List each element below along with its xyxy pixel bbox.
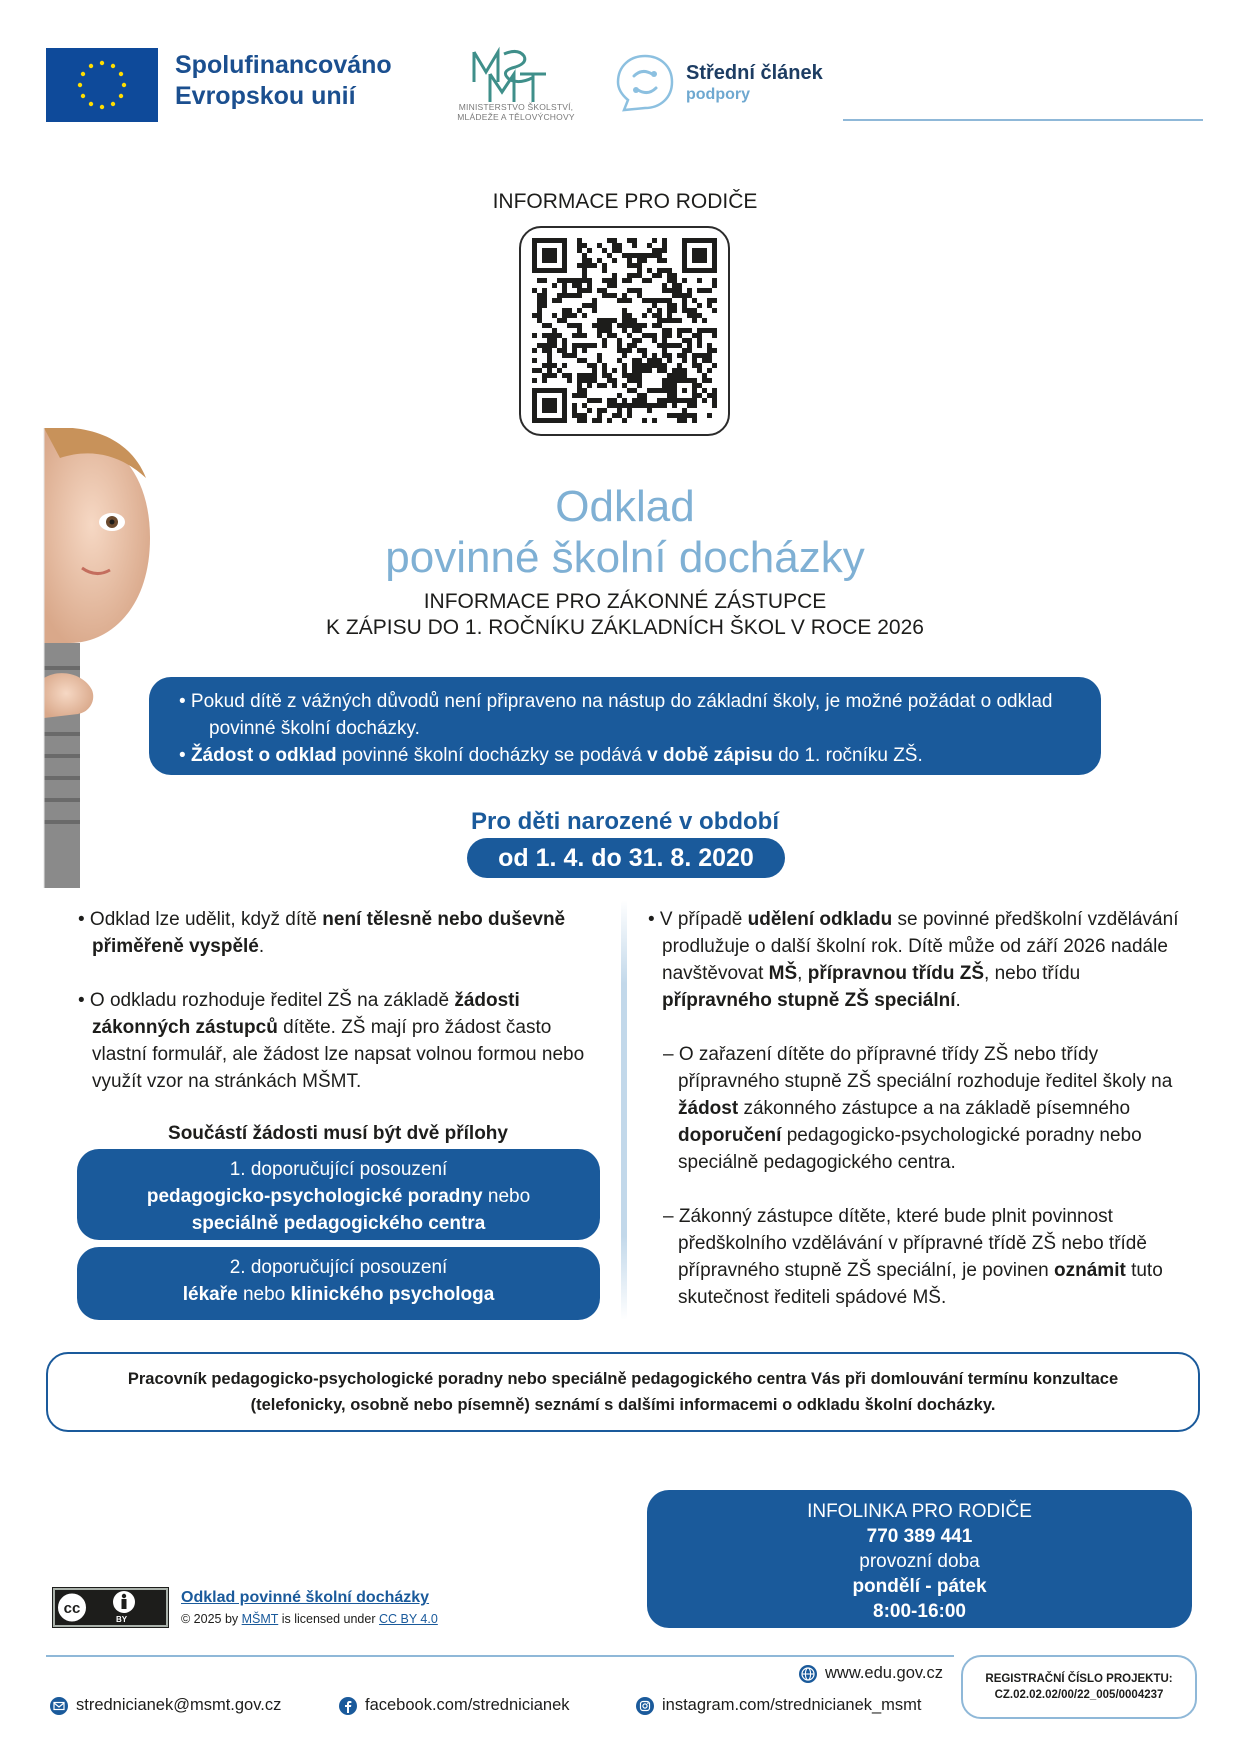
bold-text: udělení odkladu xyxy=(747,909,893,930)
attachment-2-line-1: 2. doporučující posouzení xyxy=(229,1257,448,1278)
text: dítěte. ZŠ mají pro žádost často vlastní formulář, ale žádost lze napsat volnou formou nebo využít vzor na stránkách MŠMT. xyxy=(92,1017,585,1092)
banner-line-3 xyxy=(179,742,1101,769)
bold-text: přípravnou třídu ZŠ xyxy=(807,963,985,984)
registration-label: REGISTRAČNÍ ČÍSLO PROJEKTU: xyxy=(985,1673,1173,1685)
consultation-note xyxy=(46,1352,1200,1432)
eu-cofunding-text xyxy=(175,50,392,112)
attachment-1-line-1: 1. doporučující posouzení xyxy=(229,1159,448,1180)
text: zákonného zástupce a na základě písemného xyxy=(738,1098,1131,1119)
footer-email-text[interactable]: strednicianek@msmt.gov.cz xyxy=(76,1696,282,1714)
text: povinné školní docházky se podává xyxy=(336,745,648,766)
infolinka-phone[interactable]: 770 389 441 xyxy=(866,1526,973,1547)
text: tuto skutečnost řediteli spádové MŠ. xyxy=(678,1260,1163,1308)
text: se povinné předškolní vzdělávání prodlužuje o další školní rok. Dítě může od září 2026 nadále navštěvovat xyxy=(662,909,1179,984)
text: pedagogicko-psychologické poradny nebo speciálně pedagogického centra. xyxy=(678,1125,1142,1173)
bold-text: žádosti zákonných zástupců xyxy=(92,990,520,1038)
stredni-clanek-logo-icon xyxy=(614,52,676,114)
text: is licensed under xyxy=(278,1612,379,1626)
footer-email[interactable] xyxy=(50,1696,281,1715)
license-title-link[interactable]: Odklad povinné školní docházky xyxy=(181,1589,430,1606)
subtitle-line-2: K ZÁPISU DO 1. ROČNÍKU ZÁKLADNÍCH ŠKOL V ROCE 2026 xyxy=(326,616,924,639)
text: , nebo třídu xyxy=(984,963,1081,984)
right-dash-2 xyxy=(648,1203,1188,1311)
note-line-1: Pracovník pedagogicko-psychologické poradny nebo speciálně pedagogického centra Vás při domlouvání termínu konzultace xyxy=(127,1370,1119,1388)
banner-line-1: • Pokud dítě z vážných důvodů není připraveno na nástup do základní školy, je možné požádat o odklad xyxy=(179,691,1053,712)
left-paragraph-2 xyxy=(78,987,598,1095)
bullet: • xyxy=(179,745,191,766)
bold-text: Žádost o odklad xyxy=(190,745,337,766)
instagram-icon xyxy=(636,1697,654,1715)
banner-line-2: povinné školní docházky. xyxy=(209,718,420,739)
right-column xyxy=(648,906,1188,1338)
page-title-line-2: povinné školní docházky xyxy=(385,533,865,582)
infolinka-hours-label: provozní doba xyxy=(859,1551,980,1572)
infolinka-title: INFOLINKA PRO RODIČE xyxy=(807,1501,1032,1522)
text: – O zařazení dítěte do přípravné třídy ZŠ nebo třídy přípravného stupně ZŠ speciální rozhoduje ředitel školy na xyxy=(663,1044,1173,1092)
text: . xyxy=(258,936,265,957)
text: . xyxy=(955,990,961,1011)
globe-icon xyxy=(799,1665,817,1683)
msmt-subtitle xyxy=(428,102,604,122)
column-divider xyxy=(621,900,627,1320)
bold-text: v době zápisu xyxy=(647,745,773,766)
license-link[interactable]: CC BY 4.0 xyxy=(378,1612,438,1626)
header-divider xyxy=(843,119,1203,121)
attachments-label: Součástí žádosti musí být dvě přílohy xyxy=(168,1123,508,1144)
footer-divider xyxy=(46,1655,954,1657)
msmt-sub-line-2: MLÁDEŽE A TĚLOVÝCHOVY xyxy=(457,112,575,122)
footer-facebook[interactable] xyxy=(339,1696,570,1715)
facebook-icon xyxy=(339,1697,357,1715)
registration-number: CZ.02.02.02/00/22_005/0004237 xyxy=(994,1689,1164,1701)
text: – Zákonný zástupce dítěte, které bude plnit povinnost předškolního vzdělávání v přípravné třídě ZŠ nebo třídě přípravného stupně ZŠ speciální, je povinen xyxy=(663,1206,1147,1281)
footer-web-text[interactable]: www.edu.gov.cz xyxy=(825,1664,943,1682)
qr-label: INFORMACE PRO RODIČE xyxy=(492,190,758,213)
footer-web[interactable] xyxy=(799,1664,943,1683)
page-title-line-1: Odklad xyxy=(555,482,695,531)
bold-text: MŠ xyxy=(768,963,798,984)
attachment-1-line-2 xyxy=(77,1183,600,1210)
text: • Odklad lze udělit, když dítě xyxy=(78,909,323,930)
text: nebo xyxy=(482,1186,531,1207)
note-line-2: (telefonicky, osobně nebo písemně) seznámí s dalšími informacemi o odkladu školní docházky. xyxy=(250,1396,996,1414)
attachment-2-line-2 xyxy=(77,1281,600,1308)
bold-text: speciálně pedagogického centra xyxy=(191,1213,486,1234)
infolinka-box xyxy=(647,1490,1192,1628)
infolinka-days: pondělí - pátek xyxy=(852,1576,987,1597)
text: nebo xyxy=(237,1284,291,1305)
birth-period-range: od 1. 4. do 31. 8. 2020 xyxy=(467,838,785,878)
eu-line-2: Evropskou unií xyxy=(175,82,356,110)
bold-text: oznámit xyxy=(1054,1260,1126,1281)
eu-line-1: Spolufinancováno xyxy=(175,51,392,79)
text: do 1. ročníku ZŠ. xyxy=(772,745,923,766)
bold-text: pedagogicko-psychologické poradny xyxy=(146,1186,483,1207)
bold-text: není tělesně nebo duševně přiměřeně vyspělé xyxy=(92,909,566,957)
cc-by-label: BY xyxy=(116,1615,128,1624)
cc-by-license-icon xyxy=(52,1587,169,1628)
eu-flag-logo xyxy=(46,48,158,122)
info-banner xyxy=(149,677,1101,775)
stredni-clanek-subtitle: podpory xyxy=(686,86,750,103)
left-column xyxy=(78,906,598,1122)
bold-text: lékaře xyxy=(182,1284,238,1305)
attachment-1-line-3 xyxy=(77,1210,600,1237)
subtitle-line-1: INFORMACE PRO ZÁKONNÉ ZÁSTUPCE xyxy=(423,590,827,613)
stredni-clanek-title: Střední článek xyxy=(686,62,823,84)
right-paragraph-1 xyxy=(648,906,1188,1014)
email-icon xyxy=(50,1697,68,1715)
msmt-sub-line-1: MINISTERSTVO ŠKOLSTVÍ, xyxy=(458,102,574,112)
text: , xyxy=(797,963,808,984)
license-text xyxy=(181,1612,438,1626)
attachment-1-box xyxy=(77,1149,600,1240)
owner-link[interactable]: MŠMT xyxy=(241,1612,279,1626)
attachment-2-box xyxy=(77,1247,600,1320)
bold-text: žádost xyxy=(678,1098,739,1119)
right-dash-1 xyxy=(648,1041,1188,1176)
text: © 2025 by xyxy=(181,1612,242,1626)
qr-code-icon[interactable] xyxy=(532,238,717,423)
bold-text: přípravného stupně ZŠ speciální xyxy=(662,990,956,1011)
footer-instagram[interactable] xyxy=(636,1696,922,1715)
left-paragraph-1 xyxy=(78,906,598,960)
bold-text: klinického psychologa xyxy=(290,1284,495,1305)
footer-facebook-text[interactable]: facebook.com/strednicianek xyxy=(365,1696,570,1714)
registration-box xyxy=(961,1655,1197,1719)
birth-period-label: Pro děti narozené v období xyxy=(470,808,780,835)
text: • O odkladu rozhoduje ředitel ZŠ na základě xyxy=(78,990,455,1011)
infolinka-hours: 8:00-16:00 xyxy=(873,1601,966,1622)
bold-text: doporučení xyxy=(678,1125,782,1146)
text: • V případě xyxy=(648,909,748,930)
footer-instagram-text[interactable]: instagram.com/strednicianek_msmt xyxy=(662,1696,922,1714)
child-peeking-illustration xyxy=(0,428,150,888)
svg-text:cc: cc xyxy=(63,1600,81,1617)
